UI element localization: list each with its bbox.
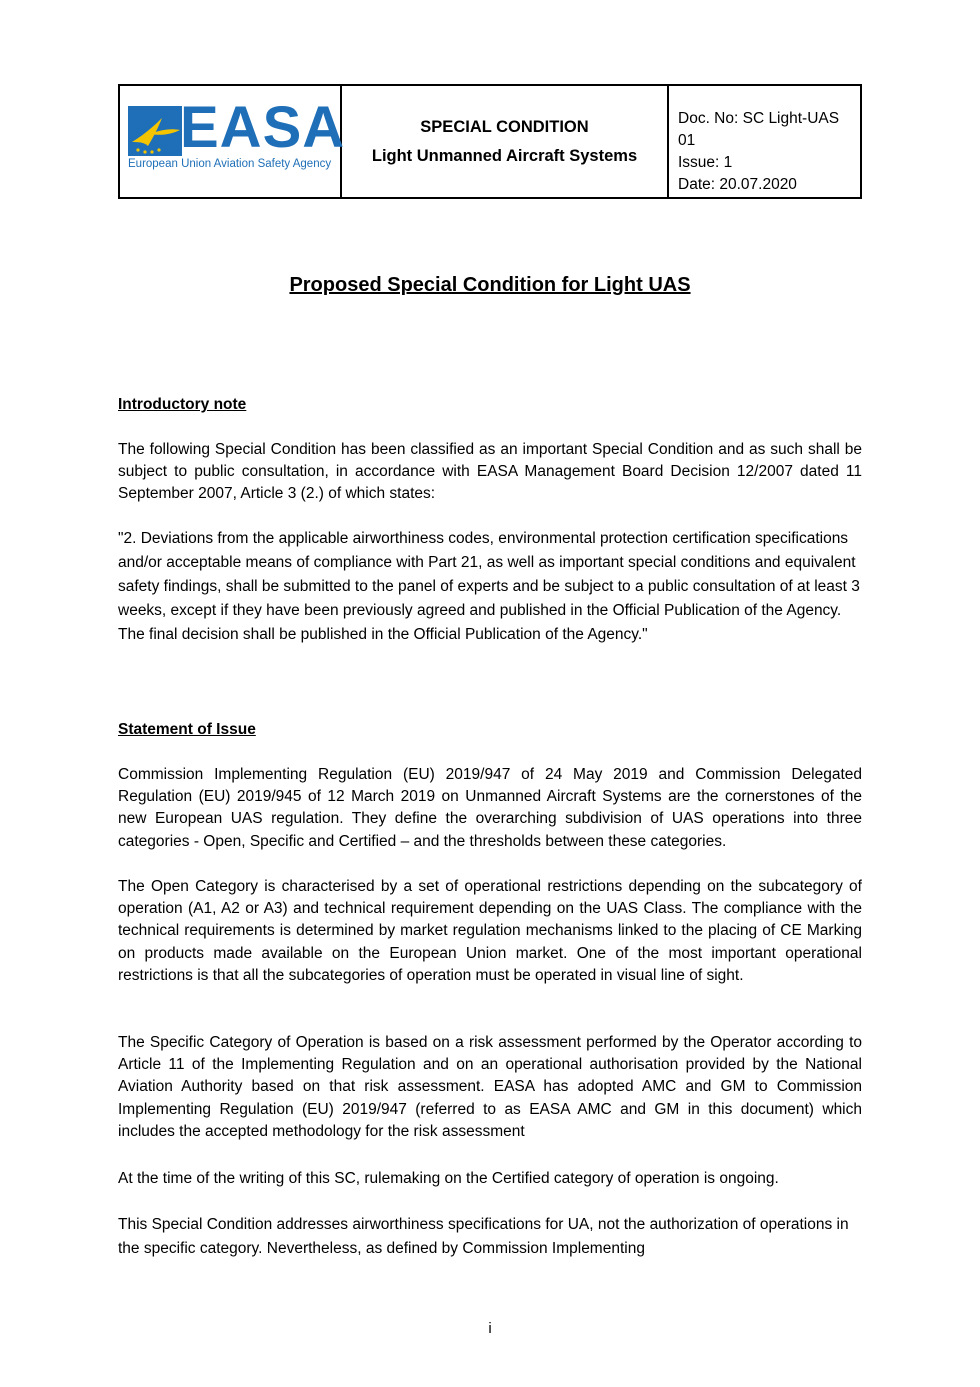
doc-number-line2: 01 bbox=[678, 132, 696, 149]
logo-wordmark: EASA bbox=[180, 95, 346, 160]
statement-paragraph-1: Commission Implementing Regulation (EU) 2019/947 of 24 May 2019 and Commission Delegated Regulation (EU) 2019/945 of 12 March 2019 on Unmanned Aircraft Systems are the cornerstones of the new European UAS regulation. They define the overarching subdivision of UAS operations into three categories - Open, Specific and Certified – and the thresholds between these categories. bbox=[118, 766, 862, 850]
intro-quote: "2. Deviations from the applicable airworthiness codes, environmental protection certification specifications and/or acceptable means of compliance with Part 21, as well as important special conditions and equivalent safety findings, shall be submitted to the panel of experts and be subject to a public consultation of at least 3 weeks, except if they have been previously agreed and published in the Official Publication of the Agency. The final decision shall be published in the Official Publication of the Agency." bbox=[118, 530, 860, 643]
header-logo-cell bbox=[120, 86, 346, 197]
statement-paragraph-5: This Special Condition addresses airworthiness specifications for UA, not the authorization of operations in the specific category. Nevertheless, as defined by Commission Implementing bbox=[118, 1216, 849, 1257]
doc-number-line1: Doc. No: SC Light-UAS bbox=[678, 110, 840, 127]
statement-paragraph-2: The Open Category is characterised by a set of operational restrictions depending on the subcategory of operation (A1, A2 or A3) and technical requirement depending on the UAS Class. The compliance with the technical requirements is determined by market regulation mechanisms linked to the placing of CE Marking on products made available on the European Union market. One of the most important operational restrictions is that all the subcategories of operation must be operated in visual line of sight. bbox=[118, 878, 862, 984]
header-table bbox=[118, 84, 862, 199]
header-title-line1: SPECIAL CONDITION bbox=[420, 117, 589, 136]
issue-date: Date: 20.07.2020 bbox=[678, 176, 797, 193]
easa-logo-icon bbox=[128, 106, 182, 156]
statement-paragraph-4: At the time of the writing of this SC, rulemaking on the Certified category of operation is ongoing. bbox=[118, 1170, 779, 1187]
page-number: i bbox=[488, 1320, 492, 1337]
document-title: Proposed Special Condition for Light UAS bbox=[289, 274, 691, 296]
statement-paragraph-3: The Specific Category of Operation is based on a risk assessment performed by the Operator according to Article 11 of the Implementing Regulation and on an operational authorisation provided by the National Aviation Authority based on that risk assessment. EASA has adopted AMC and GM to Commission Implementing Regulation (EU) 2019/947 (referred to as EASA AMC and GM in this document) which includes the accepted methodology for the risk assessment bbox=[118, 1034, 862, 1140]
logo-subtitle: European Union Aviation Safety Agency bbox=[128, 158, 332, 170]
intro-heading: Introductory note bbox=[118, 396, 247, 413]
header-title-cell bbox=[342, 86, 669, 197]
header-title-line2: Light Unmanned Aircraft Systems bbox=[371, 146, 638, 165]
intro-paragraph: The following Special Condition has been classified as an important Special Condition and as such shall be subject to public consultation, in accordance with EASA Management Board Decision 12/2007 dated 11 September 2007, Article 3 (2.) of which states: bbox=[118, 441, 862, 503]
statement-heading: Statement of Issue bbox=[118, 721, 256, 738]
header-meta-cell bbox=[669, 86, 860, 197]
issue-number: Issue: 1 bbox=[678, 154, 733, 171]
